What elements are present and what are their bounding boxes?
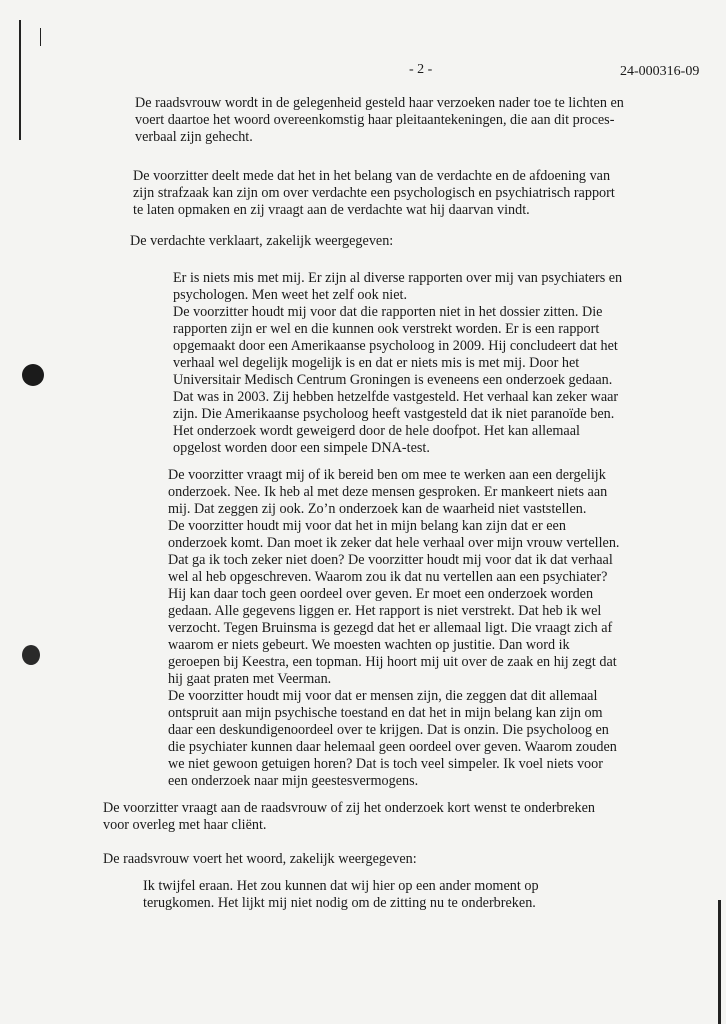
quote-counsel-statement: Ik twijfel eraan. Het zou kunnen dat wij hier op een ander moment op terugkomen. Het lijkt mij niet nodig om de zitting nu te onderbreken. (143, 878, 539, 911)
paragraph-chair-statement: De voorzitter deelt mede dat het in het belang van de verdachte en de afdoening van zijn strafzaak kan zijn om over verdachte een psychologisch en psychiatrisch rapport te laten opmaken en zij vraagt aan de verdachte wat hij daarvan vindt. (133, 168, 615, 218)
scan-margin-line (40, 28, 41, 46)
paragraph-counsel-intro: De raadsvrouw voert het woord, zakelijk weergegeven: (103, 851, 417, 867)
punch-hole (22, 364, 44, 386)
quote-suspect-statement-2: De voorzitter vraagt mij of ik bereid ben om mee te werken aan een dergelijk onderzoek. Nee. Ik heb al met deze mensen gesproken. Er mankeert niets aan mij. Dat zeggen zij ook. Zo’n onderzoek kan de waarheid niet vaststellen. De voorzitter houdt mij voor dat het in mijn belang kan zijn dat er een onderzoek komt. Dan moet ik zeker dat hele verhaal over mijn vrouw vertellen. Dat ga ik toch zeker niet doen? De voorzitter houdt mij voor dat ik dat verhaal wel al heb opgeschreven. Waarom zou ik dat nu vertellen aan een psychiater? Hij kan daar toch geen oordeel over geven. Er moet een onderzoek worden gedaan. Alle gegevens liggen er. Het rapport is niet verstrekt. Dat heb ik wel verzocht. Tegen Bruinsma is gezegd dat het er allemaal ligt. Die vraagt zich af waarom er niets gebeurt. We moesten wachten op justitie. Dan word ik geroepen bij Keestra, een topman. Hij hoort mij uit over de zaak en hij zegt dat hij gaat praten met Veerman. De voorzitter houdt mij voor dat er mensen zijn, die zeggen dat dit allemaal ontspruit aan mijn psychische toestand en dat het in mijn belang kan zijn om daar een deskundigenoordeel over te krijgen. Dat is onzin. Die psycholoog en die psychiater kunnen daar helemaal geen oordeel over geven. Waarom zouden we niet gewoon getuigen horen? Dat is toch veel simpeler. Ik voel niets voor een onderzoek naar mijn geestesvermogens. (168, 467, 620, 789)
paragraph-chair-question: De voorzitter vraagt aan de raadsvrouw of zij het onderzoek kort wenst te onderbreken voor overleg met haar cliënt. (103, 800, 596, 833)
scan-margin-line (718, 900, 721, 1024)
scan-margin-line (19, 20, 21, 140)
paragraph-suspect-intro: De verdachte verklaart, zakelijk weergegeven: (130, 233, 394, 249)
page-number: - 2 - (409, 62, 433, 77)
quote-suspect-statement-1: Er is niets mis met mij. Er zijn al diverse rapporten over mij van psychiaters en psychologen. Men weet het zelf ook niet. De voorzitter houdt mij voor dat die rapporten niet in het dossier zitten. Die rapporten zijn er wel en die kunnen ook verstrekt worden. Er is een rapport opgemaakt door een Amerikaanse psycholoog in 2009. Hij concludeert dat het verhaal wel degelijk mogelijk is en dat er niets mis is met mij. Door het Universitair Medisch Centrum Groningen is eveneens een onderzoek gedaan. Dat was in 2003. Zij hebben hetzelfde vastgesteld. Het verhaal kan zeker waar zijn. Die Amerikaanse psycholoog heeft vastgesteld dat ik niet paranoïde ben. Het onderzoek wordt geweigerd door de hele doofpot. Het kan allemaal opgelost worden door een simpele DNA-test. (173, 270, 623, 456)
paragraph-counsel-request: De raadsvrouw wordt in de gelegenheid gesteld haar verzoeken nader toe te lichten en voert daartoe het woord overeenkomstig haar pleitaantekeningen, die aan dit proces- verbaal zijn gehecht. (135, 95, 624, 145)
punch-hole (22, 645, 40, 665)
case-number: 24-000316-09 (620, 64, 700, 79)
